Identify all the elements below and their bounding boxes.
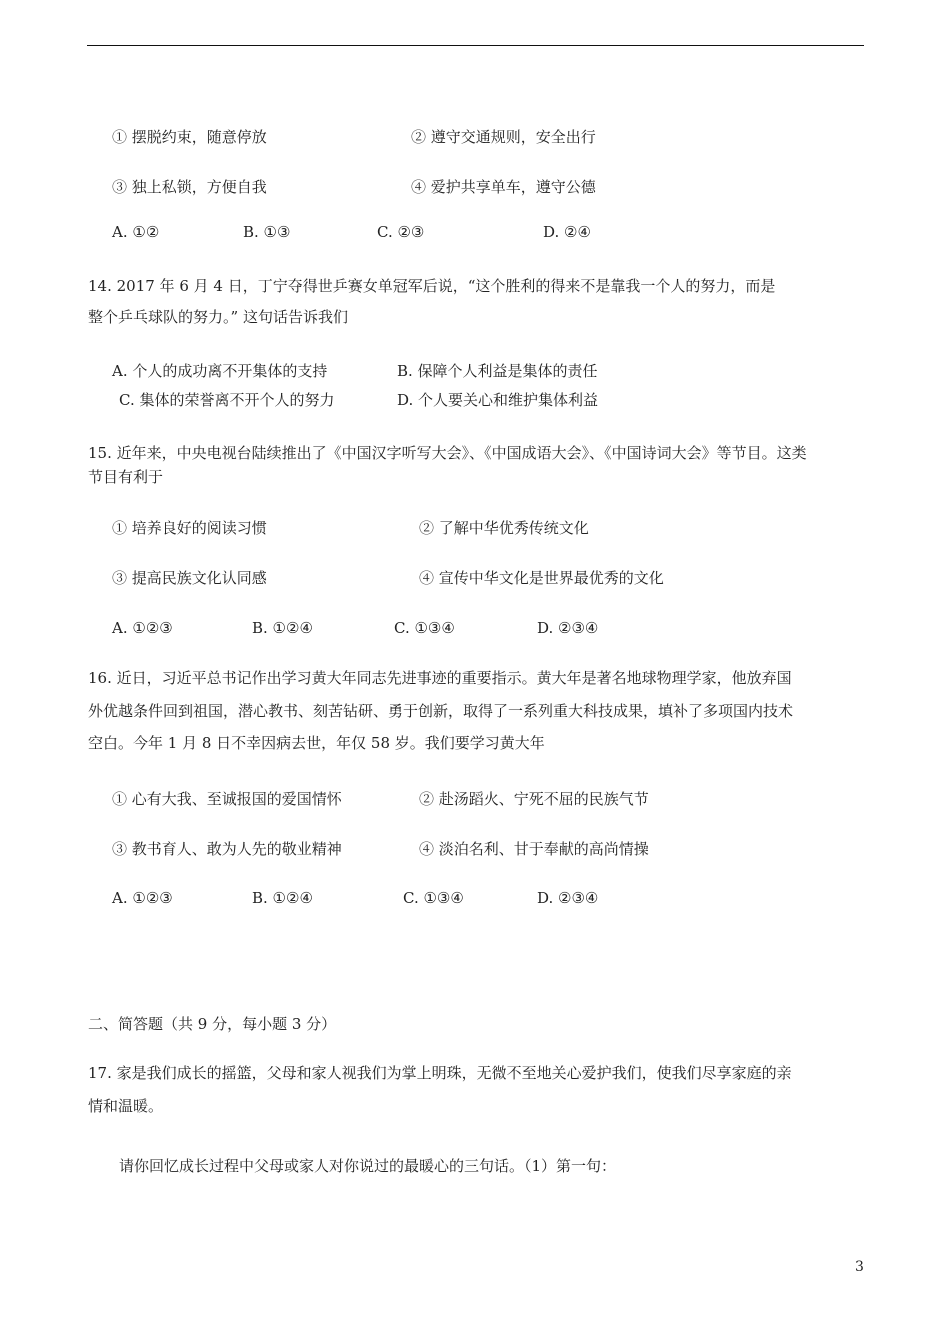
q13-item-2: ② 遵守交通规则，安全出行 [411,128,596,146]
page-number: 3 [855,1259,864,1275]
q16-choice-d: D. ②③④ [537,889,599,907]
q13-item-1: ① 摆脱约束，随意停放 [112,128,267,146]
q16-choice-b: B. ①②④ [252,889,313,907]
q16-item-4: ④ 淡泊名利、甘于奉献的高尚情操 [419,840,649,858]
q14-choice-b: B. 保障个人利益是集体的责任 [397,362,598,380]
q13-item-3: ③ 独上私锁，方便自我 [112,178,267,196]
q15-choice-b: B. ①②④ [252,619,313,637]
q15-item-2: ② 了解中华优秀传统文化 [419,519,589,537]
q13-choice-d: D. ②④ [543,223,591,241]
section-2-title: 二、简答题（共 9 分，每小题 3 分） [88,1015,337,1033]
q17-prompt: 请你回忆成长过程中父母或家人对你说过的最暖心的三句话。（1）第一句： [119,1157,617,1175]
q16-item-3: ③ 教书育人、敢为人先的敬业精神 [112,840,342,858]
q14-stem-line-1: 14. 2017 年 6 月 4 日，丁宁夺得世乒赛女单冠军后说，“这个胜利的得来不是靠我一个人的努力，而是 [88,277,776,295]
q16-stem-line-3: 空白。今年 1 月 8 日不幸因病去世，年仅 58 岁。我们要学习黄大年 [88,734,545,752]
q17-stem-line-2: 情和温暖。 [88,1097,164,1115]
q15-item-1: ① 培养良好的阅读习惯 [112,519,267,537]
q14-choice-a: A. 个人的成功离不开集体的支持 [112,362,328,380]
q15-stem-line-2: 节目有利于 [88,468,164,486]
q13-choice-c: C. ②③ [377,223,425,241]
q15-choice-d: D. ②③④ [537,619,599,637]
q16-choice-a: A. ①②③ [112,889,173,907]
q16-stem-line-2: 外优越条件回到祖国，潜心教书、刻苦钻研、勇于创新，取得了一系列重大科技成果，填补了多项国内技术 [88,702,794,720]
q14-choice-d: D. 个人要关心和维护集体利益 [397,391,599,409]
q16-stem-line-1: 16. 近日，习近平总书记作出学习黄大年同志先进事迹的重要指示。黄大年是著名地球物理学家，他放弃国 [88,669,792,687]
q16-item-1: ① 心有大我、至诚报国的爱国情怀 [112,790,342,808]
q16-item-2: ② 赴汤蹈火、宁死不屈的民族气节 [419,790,649,808]
header-rule [87,45,864,46]
q15-choice-c: C. ①③④ [394,619,455,637]
q15-item-4: ④ 宣传中华文化是世界最优秀的文化 [419,569,664,587]
q16-choice-c: C. ①③④ [403,889,464,907]
q17-stem-line-1: 17. 家是我们成长的摇篮，父母和家人视我们为掌上明珠，无微不至地关心爱护我们，使我们尽享家庭的亲 [88,1064,792,1082]
q13-choice-a: A. ①② [112,223,160,241]
q15-item-3: ③ 提高民族文化认同感 [112,569,267,587]
q15-choice-a: A. ①②③ [112,619,173,637]
q13-item-4: ④ 爱护共享单车，遵守公德 [411,178,596,196]
q14-choice-c: C. 集体的荣誉离不开个人的努力 [119,391,335,409]
q13-choice-b: B. ①③ [243,223,291,241]
q15-stem-line-1: 15. 近年来，中央电视台陆续推出了《中国汉字听写大会》、《中国成语大会》、《中国诗词大会》等节目。这类 [88,444,807,462]
q14-stem-line-2: 整个乒乓球队的努力。” 这句话告诉我们 [88,308,348,326]
